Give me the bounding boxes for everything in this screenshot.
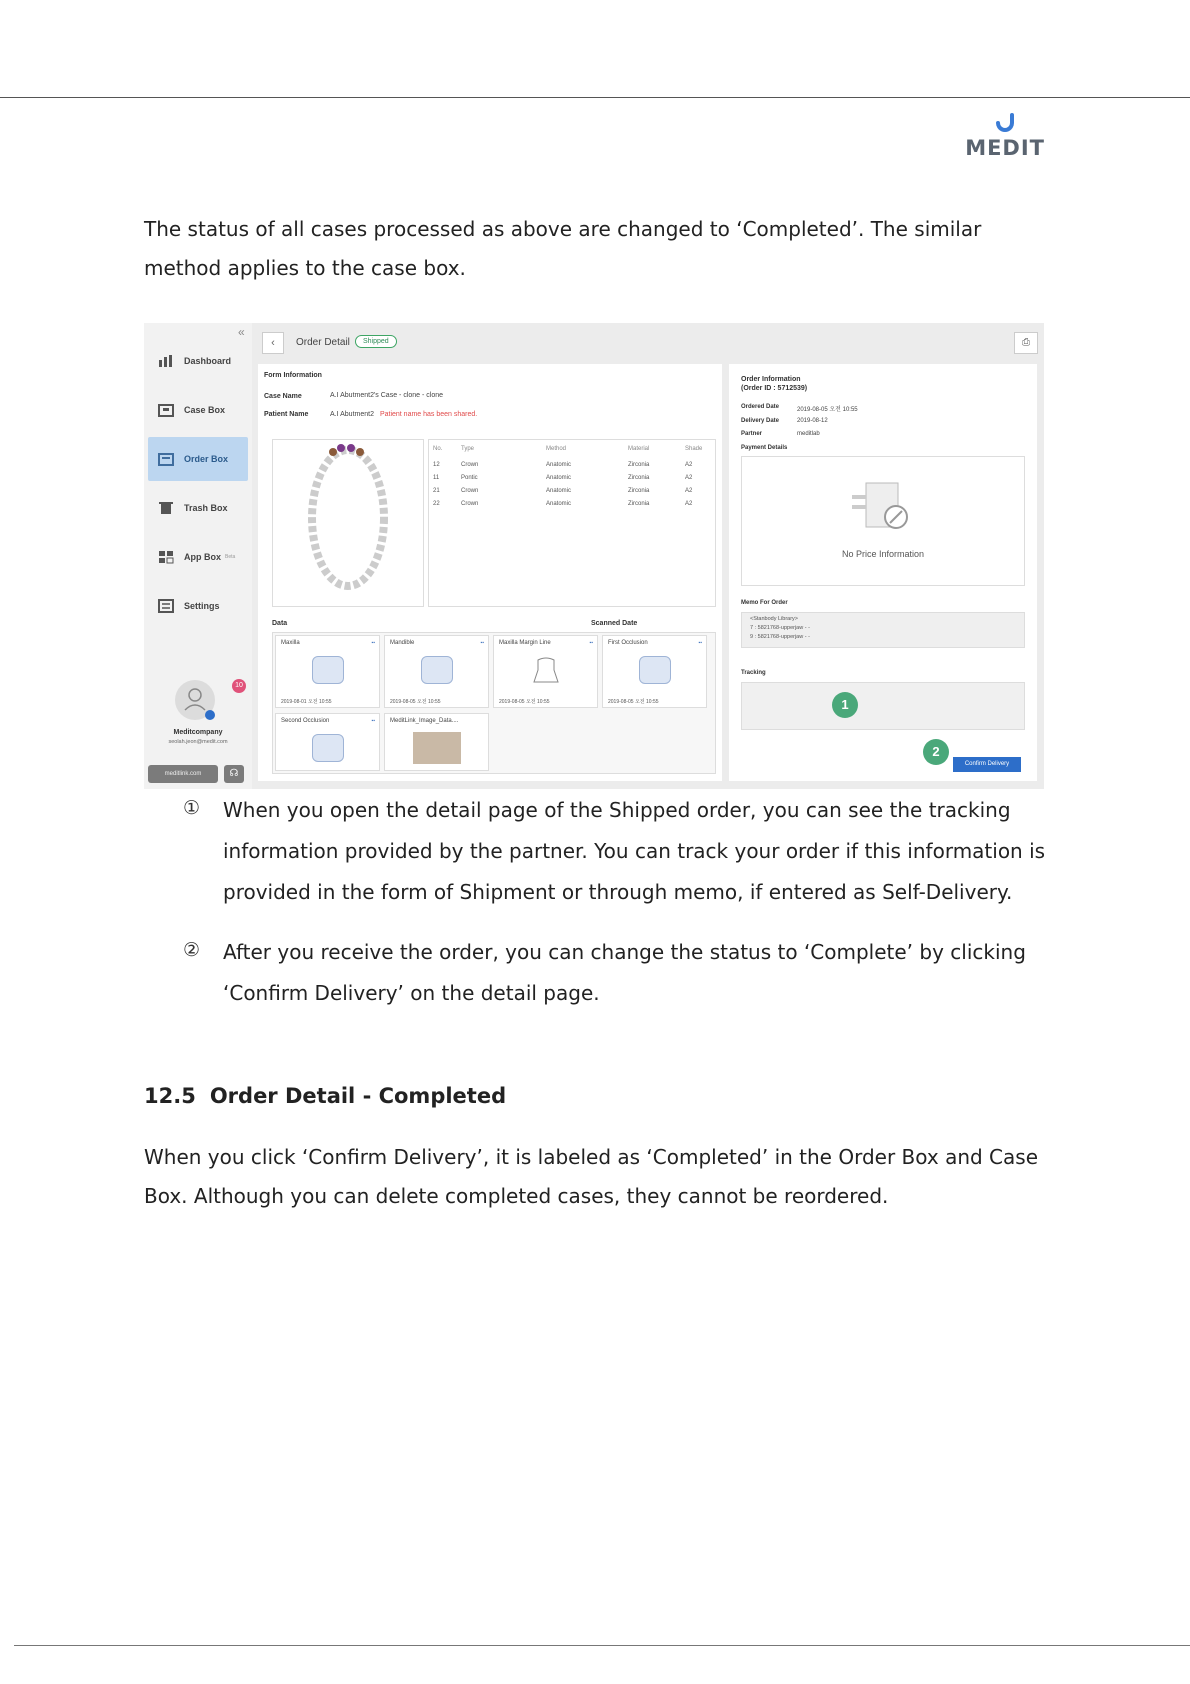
form-section-label: Form Information [264, 372, 322, 379]
col-material: Material [628, 446, 650, 452]
callout-1: 1 [832, 692, 858, 718]
card-name: Maxilla [281, 640, 300, 646]
avatar[interactable] [175, 680, 215, 720]
cell-shade: A2 [685, 462, 693, 468]
closing-paragraph: When you click ‘Confirm Delivery’, it is labeled as ‘Completed’ in the Order Box and Case Box. Although you can delete completed cases, they cannot be reordered. [144, 1145, 1039, 1208]
card-date: 2019-08-05 오전 10:55 [608, 699, 659, 705]
cell-material: Zirconia [628, 462, 650, 468]
sidebar-item-label: Order Box [184, 454, 229, 464]
image-thumbnail [413, 732, 461, 764]
sidebar-item-order-box[interactable] [148, 437, 248, 481]
support-button[interactable] [224, 765, 244, 783]
cell-type: Pontic [461, 475, 478, 481]
order-box-icon [158, 452, 174, 466]
medit-logo [965, 112, 1045, 160]
beta-tag: Beta [225, 554, 236, 560]
card-name: MeditLink_Image_Data.... [390, 718, 459, 724]
case-box-icon [158, 403, 174, 417]
order-id: (Order ID : 5712539) [741, 385, 808, 392]
intro-paragraph: The status of all cases processed as above are changed to ‘Completed’. The similar method applies to the case box. [144, 217, 982, 280]
tooth-icon [532, 656, 560, 684]
page-title: Order Detail [296, 337, 350, 348]
invoice-icon [850, 477, 916, 535]
cell-method: Anatomic [546, 501, 572, 507]
medit-logo-text: MEDIT [965, 136, 1045, 160]
card-tags-icon: ▪▪ [480, 640, 484, 646]
trash-box-icon [158, 501, 174, 515]
patient-name-text: A.I Abutment2 [330, 411, 374, 418]
cell-material: Zirconia [628, 501, 650, 507]
card-tags-icon: ▪▪ [371, 718, 375, 724]
cell-shade: A2 [685, 475, 693, 481]
partner-value: meditlab [797, 431, 820, 437]
cell-method: Anatomic [546, 462, 572, 468]
data-card-margin-line[interactable] [493, 635, 598, 708]
card-name: Mandible [390, 640, 415, 646]
section-number: 12.5 [144, 1084, 196, 1108]
delivery-date-label: Delivery Date [741, 418, 780, 424]
print-button[interactable] [1014, 332, 1038, 354]
list-item-confirm: After you receive the order, you can change the status to ‘Complete’ by clicking ‘Confirm Delivery’ on the detail page. [223, 940, 1026, 1005]
cell-type: Crown [461, 462, 479, 468]
app-box-icon [158, 550, 174, 564]
confirm-delivery-button[interactable]: Confirm Delivery [953, 757, 1021, 772]
printer-icon: ⎙ [1022, 337, 1030, 348]
sidebar-item-label: App Box [184, 552, 221, 562]
card-date: 2019-08-05 오전 10:55 [390, 699, 441, 705]
data-card-first-occlusion[interactable] [602, 635, 707, 708]
sidebar-item-settings[interactable] [148, 584, 248, 628]
delivery-date-value: 2019-08-12 [797, 418, 828, 424]
no-price-information: No Price Information [841, 549, 925, 559]
patient-name-note: Patient name has been shared. [379, 411, 478, 418]
status-badge: Shipped [355, 335, 397, 348]
memo-label: Memo For Order [741, 600, 788, 606]
sidebar-item-dashboard[interactable] [148, 339, 248, 383]
scan-thumbnail [312, 656, 344, 684]
col-type: Type [461, 446, 475, 452]
form-information-panel [258, 364, 722, 781]
scan-thumbnail [639, 656, 671, 684]
col-method: Method [546, 446, 567, 452]
memo-line: 9 : 5821768-upperjaw - - [750, 634, 810, 640]
back-button[interactable] [262, 332, 284, 354]
tooth-chart[interactable] [272, 439, 424, 607]
table-row[interactable] [433, 488, 715, 494]
footer-rule [14, 1645, 1190, 1646]
card-date: 2019-08-01 오전 10:55 [281, 699, 332, 705]
case-name-label: Case Name [264, 393, 302, 400]
table-row[interactable] [433, 462, 715, 468]
order-detail-screenshot [144, 323, 1044, 789]
sidebar-item-label: Trash Box [184, 503, 228, 513]
cell-no: 22 [433, 501, 440, 507]
cell-material: Zirconia [628, 488, 650, 494]
cell-type: Crown [461, 501, 479, 507]
tracking-label: Tracking [741, 670, 766, 676]
table-row[interactable] [433, 475, 715, 481]
cell-no: 11 [433, 475, 440, 481]
card-date: 2019-08-05 오전 10:55 [499, 699, 550, 705]
partner-label: Partner [741, 431, 763, 437]
col-no: No. [433, 446, 443, 452]
payment-label: Payment Details [741, 445, 788, 451]
data-card-mandible[interactable] [384, 635, 489, 708]
memo-box[interactable] [741, 612, 1025, 648]
sidebar-item-trash-box[interactable] [148, 486, 248, 530]
sidebar-item-label: Settings [184, 601, 220, 611]
cell-no: 12 [433, 462, 440, 468]
cell-shade: A2 [685, 488, 693, 494]
table-row[interactable] [433, 501, 715, 507]
data-files-area [272, 632, 716, 774]
card-name: Second Occlusion [281, 718, 330, 724]
order-info-title: Order Information [741, 376, 801, 383]
patient-name-label: Patient Name [264, 411, 309, 418]
card-tags-icon: ▪▪ [371, 640, 375, 646]
case-name-value: A.I Abutment2's Case - clone - clone [330, 392, 444, 399]
list-marker: ② [183, 939, 201, 961]
section-title: Order Detail - Completed [209, 1084, 507, 1108]
tooth-arch-icon [273, 440, 423, 606]
sidebar-item-label: Case Box [184, 405, 226, 415]
order-items-table [428, 439, 716, 607]
memo-line: <Stanbody Library> [750, 616, 799, 622]
headset-icon: ☊ [229, 768, 239, 779]
list-item-tracking: When you open the detail page of the Shipped order, you can see the tracking information provided by the partner. You can track your order if this information is provided in the form of Shipment or through memo, if entered as Self-Delivery. [223, 798, 1046, 904]
card-name: First Occlusion [608, 640, 648, 646]
sidebar-item-label: Dashboard [184, 356, 232, 366]
cell-method: Anatomic [546, 488, 572, 494]
col-shade: Shade [685, 446, 703, 452]
company-name: Meditcompany [173, 729, 223, 736]
collapse-sidebar-icon[interactable]: « [238, 325, 245, 339]
settings-icon [158, 599, 174, 613]
scanned-date-label: Scanned Date [591, 620, 638, 627]
sidebar-item-case-box[interactable] [148, 388, 248, 432]
table-header [433, 446, 715, 452]
order-information-panel [729, 364, 1037, 781]
data-section-label: Data [272, 620, 288, 627]
company-email: seolah.jeon@medit.com [168, 739, 228, 745]
notification-badge[interactable]: 10 [232, 679, 246, 693]
payment-details-box [741, 456, 1025, 586]
data-card-maxilla[interactable] [275, 635, 380, 708]
scan-thumbnail [312, 734, 344, 762]
tracking-box [741, 682, 1025, 730]
header-rule [0, 97, 1190, 98]
cell-material: Zirconia [628, 475, 650, 481]
meditlink-link[interactable]: meditlink.com [148, 765, 218, 783]
card-tags-icon: ▪▪ [589, 640, 593, 646]
dashboard-icon [158, 354, 174, 368]
sidebar-item-app-box[interactable] [148, 535, 248, 579]
chevron-left-icon: ‹ [271, 337, 275, 349]
ordered-date-value: 2019-08-05 오전 10:55 [797, 407, 858, 413]
sidebar [144, 323, 252, 789]
data-card-second-occlusion[interactable] [275, 713, 380, 771]
card-name: Maxilla Margin Line [499, 640, 551, 646]
callout-2: 2 [923, 739, 949, 765]
patient-name-value [330, 411, 477, 418]
scan-thumbnail [421, 656, 453, 684]
data-card-image[interactable] [384, 713, 489, 771]
memo-line: 7 : 5821768-upperjaw - - [750, 625, 810, 631]
ordered-date-label: Ordered Date [741, 404, 780, 410]
user-icon [175, 680, 215, 720]
cell-method: Anatomic [546, 475, 572, 481]
card-tags-icon: ▪▪ [698, 640, 702, 646]
cell-no: 21 [433, 488, 440, 494]
medit-logo-mark-icon [994, 112, 1016, 134]
section-heading [144, 1084, 506, 1108]
cell-type: Crown [461, 488, 479, 494]
list-marker: ① [183, 797, 201, 819]
cell-shade: A2 [685, 501, 693, 507]
